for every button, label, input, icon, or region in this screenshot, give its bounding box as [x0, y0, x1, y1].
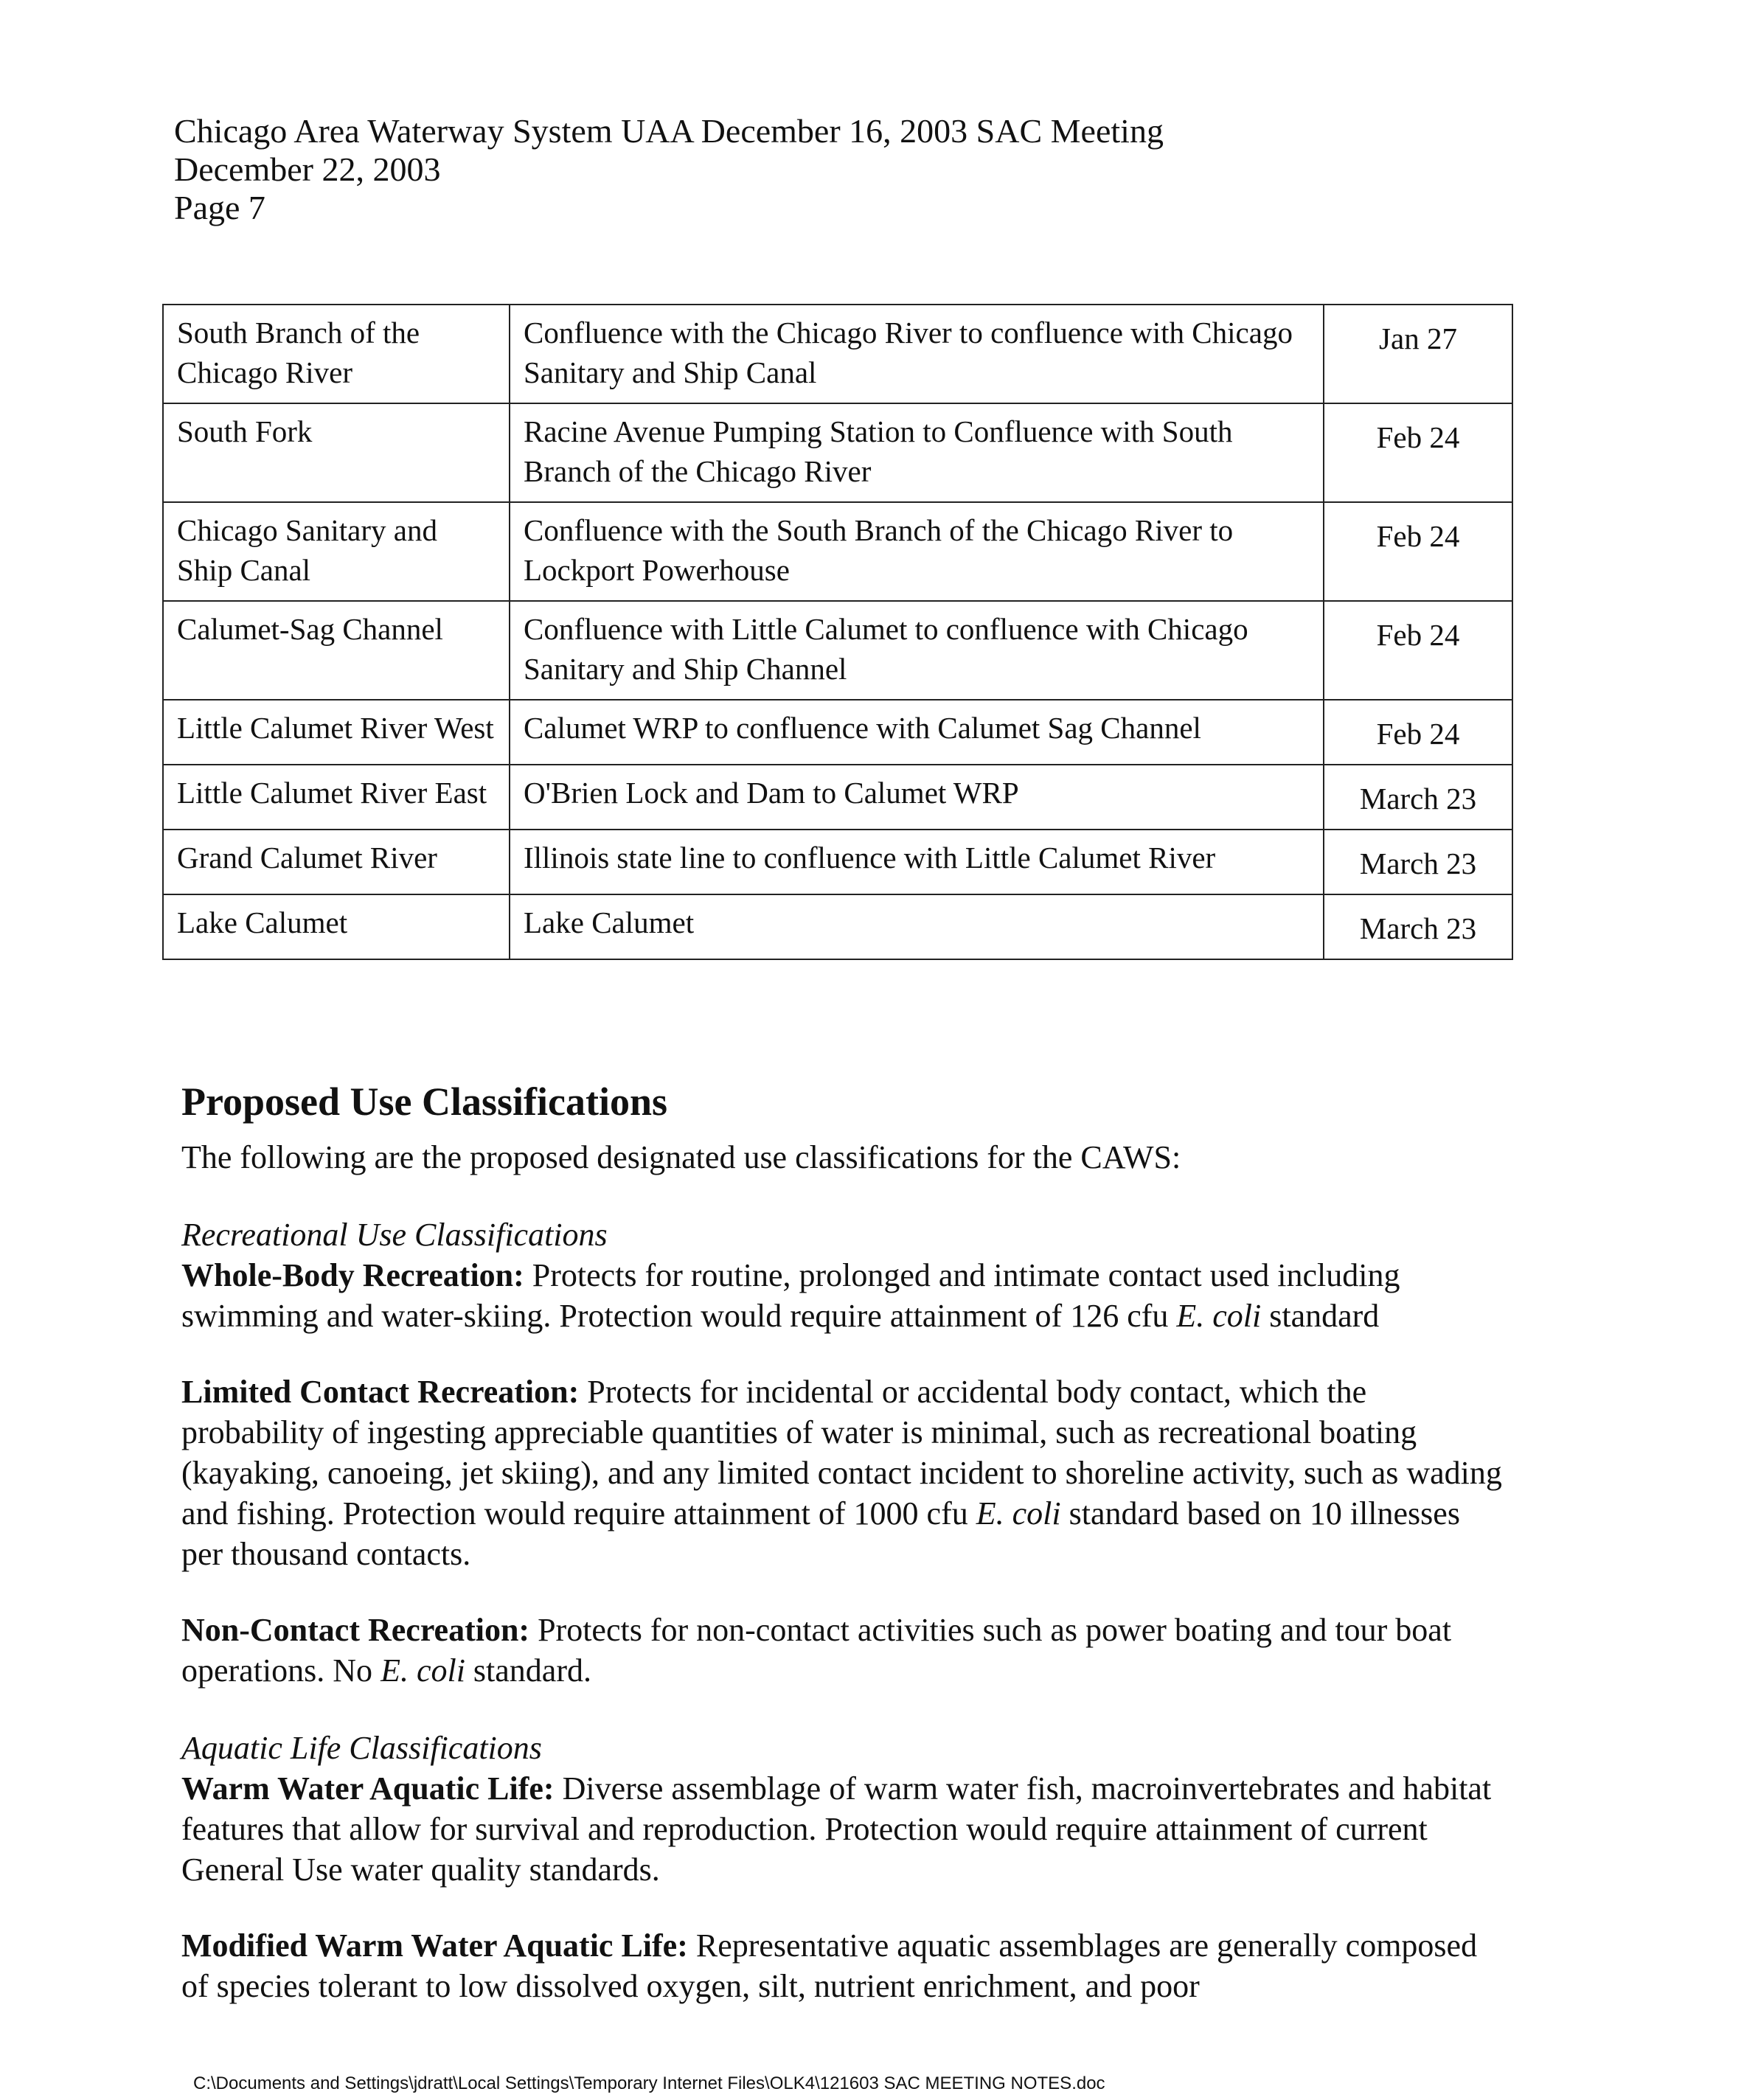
- warm-water-text: Diverse assemblage of warm water fish, macroinvertebrates and habitat features that allow for survival and reproduction. Protection would require attainment of current General Use water quality standards.: [181, 1770, 1492, 1888]
- aquatic-heading: Aquatic Life Classifications: [181, 1730, 542, 1766]
- table-row: [163, 502, 1512, 601]
- date-cell: Feb 24: [1324, 601, 1512, 700]
- date-cell: March 23: [1324, 894, 1512, 959]
- waterway-cell: Grand Calumet River: [163, 830, 510, 894]
- date-cell: Feb 24: [1324, 403, 1512, 502]
- table-row: [163, 830, 1512, 894]
- waterway-schedule-table: [162, 304, 1513, 960]
- reach-cell: Lake Calumet: [510, 894, 1324, 959]
- proposed-use-section: [181, 1075, 1509, 2006]
- waterway-cell: Calumet-Sag Channel: [163, 601, 510, 700]
- whole-body-species: E. coli: [1176, 1298, 1262, 1334]
- non-contact-tail: standard.: [465, 1652, 591, 1689]
- limited-contact-species: E. coli: [976, 1495, 1061, 1531]
- limited-contact-paragraph: [181, 1371, 1509, 1574]
- reach-cell: O'Brien Lock and Dam to Calumet WRP: [510, 765, 1324, 830]
- non-contact-paragraph: [181, 1610, 1509, 1691]
- header-title: Chicago Area Waterway System UAA December 16, 2003 SAC Meeting: [174, 112, 1164, 150]
- whole-body-paragraph: [181, 1255, 1509, 1336]
- header-page-number: Page 7: [174, 189, 265, 226]
- waterway-cell: South Branch of the Chicago River: [163, 305, 510, 403]
- modified-warm-water-text: Representative aquatic assemblages are generally composed of species tolerant to low dissolved oxygen, silt, nutrient enrichment, and poor: [181, 1927, 1478, 2004]
- warm-water-paragraph: [181, 1768, 1509, 1890]
- table-row: [163, 403, 1512, 502]
- reach-cell: Confluence with the South Branch of the Chicago River to Lockport Powerhouse: [510, 502, 1324, 601]
- date-cell: Feb 24: [1324, 700, 1512, 765]
- date-cell: Feb 24: [1324, 502, 1512, 601]
- waterway-cell: Little Calumet River West: [163, 700, 510, 765]
- table-row: [163, 700, 1512, 765]
- whole-body-term: Whole-Body Recreation:: [181, 1257, 524, 1293]
- reach-cell: Illinois state line to confluence with Little Calumet River: [510, 830, 1324, 894]
- limited-contact-term: Limited Contact Recreation:: [181, 1374, 580, 1410]
- non-contact-species: E. coli: [381, 1652, 465, 1689]
- reach-cell: Racine Avenue Pumping Station to Confluence with South Branch of the Chicago River: [510, 403, 1324, 502]
- reach-cell: Confluence with the Chicago River to confluence with Chicago Sanitary and Ship Canal: [510, 305, 1324, 403]
- footer-file-path: C:\Documents and Settings\jdratt\Local Settings\Temporary Internet Files\OLK4\121603 SAC MEETING NOTES.doc: [193, 2073, 1105, 2093]
- non-contact-term: Non-Contact Recreation:: [181, 1612, 530, 1648]
- section-intro: The following are the proposed designated use classifications for the CAWS:: [181, 1139, 1181, 1175]
- modified-warm-water-term: Modified Warm Water Aquatic Life:: [181, 1927, 688, 1964]
- date-cell: March 23: [1324, 765, 1512, 830]
- waterway-cell: South Fork: [163, 403, 510, 502]
- table-row: [163, 894, 1512, 959]
- waterway-cell: Little Calumet River East: [163, 765, 510, 830]
- table-row: [163, 765, 1512, 830]
- date-cell: March 23: [1324, 830, 1512, 894]
- recreational-heading: Recreational Use Classifications: [181, 1217, 608, 1253]
- header-date: December 22, 2003: [174, 150, 441, 188]
- reach-cell: Confluence with Little Calumet to confluence with Chicago Sanitary and Ship Channel: [510, 601, 1324, 700]
- table-row: [163, 305, 1512, 403]
- warm-water-term: Warm Water Aquatic Life:: [181, 1770, 555, 1807]
- table-row: [163, 601, 1512, 700]
- whole-body-tail: standard: [1261, 1298, 1380, 1334]
- document-header: [174, 112, 1164, 227]
- modified-warm-water-paragraph: [181, 1925, 1509, 2006]
- non-contact-text: Protects for non-contact activities such as power boating and tour boat operations. No: [181, 1612, 1452, 1689]
- limited-contact-tail: standard based on 10 illnesses per thousand contacts.: [181, 1495, 1460, 1572]
- limited-contact-text: Protects for incidental or accidental body contact, which the probability of ingesting appreciable quantities of water is minimal, such as recreational boating (kayaking, canoeing, jet skiing), and any limited contact incident to shoreline activity, such as wading and fishing. Protection would require attainment of 1000 cfu: [181, 1374, 1502, 1531]
- whole-body-text: Protects for routine, prolonged and intimate contact used including swimming and water-skiing. Protection would require attainment of 126 cfu: [181, 1257, 1400, 1334]
- section-title: Proposed Use Classifications: [181, 1079, 668, 1124]
- reach-cell: Calumet WRP to confluence with Calumet Sag Channel: [510, 700, 1324, 765]
- waterway-cell: Lake Calumet: [163, 894, 510, 959]
- waterway-schedule-body: [163, 305, 1512, 959]
- date-cell: Jan 27: [1324, 305, 1512, 403]
- waterway-cell: Chicago Sanitary and Ship Canal: [163, 502, 510, 601]
